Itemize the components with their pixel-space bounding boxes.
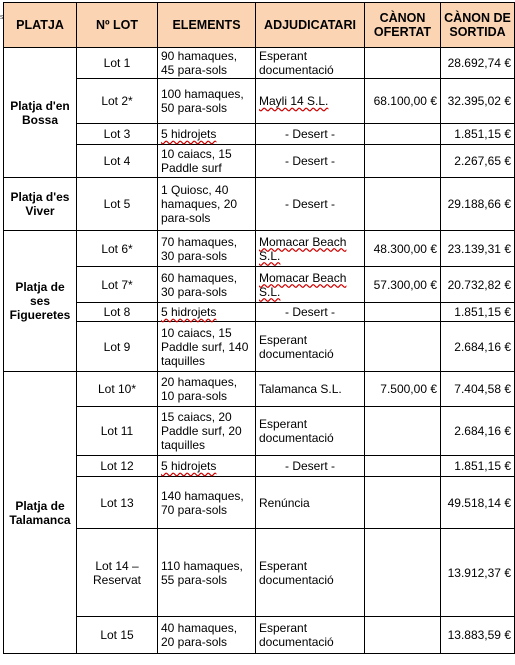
adjudicatari-cell: - Desert -	[256, 303, 365, 322]
header-row	[4, 3, 515, 48]
sortida-cell: 2.684,16 €	[441, 407, 515, 456]
sortida-cell: 23.139,31 €	[441, 231, 515, 267]
ofertat-cell	[365, 407, 441, 456]
adjudicatari-cell: Esperant documentació	[256, 48, 365, 79]
elements-cell	[158, 456, 256, 477]
adjudicatari-cell: Renúncia	[256, 477, 365, 529]
header-platja: PLATJA	[4, 3, 77, 48]
lot-cell: Lot 14 – Reservat	[77, 529, 158, 617]
sortida-cell: 20.732,82 €	[441, 267, 515, 303]
elements-cell: 140 hamaques, 70 para-sols	[158, 477, 256, 529]
adjudicatari-cell: - Desert -	[256, 178, 365, 231]
sortida-cell: 49.518,14 €	[441, 477, 515, 529]
ofertat-cell: 68.100,00 €	[365, 79, 441, 124]
adjudicatari-cell: - Desert -	[256, 456, 365, 477]
elements-cell: 100 hamaques, 50 para-sols	[158, 79, 256, 124]
elements-cell	[158, 303, 256, 322]
lot-cell: Lot 3	[77, 124, 158, 145]
lot-cell: Lot 12	[77, 456, 158, 477]
lot-cell: Lot 15	[77, 617, 158, 654]
lot-cell: Lot 11	[77, 407, 158, 456]
table-row	[4, 617, 515, 654]
table-row	[4, 407, 515, 456]
header-canon-sortida: CÀNON DE SORTIDA	[441, 3, 515, 48]
platja-cell: Platja d'es Viver	[4, 178, 77, 231]
lot-cell: Lot 13	[77, 477, 158, 529]
table-row	[4, 48, 515, 79]
lot-cell: Lot 2*	[77, 79, 158, 124]
elements-cell: 15 caiacs, 20 Paddle surf, 20 taquilles	[158, 407, 256, 456]
elements-text: 5 hidrojets	[161, 305, 217, 319]
table-row	[4, 231, 515, 267]
adjudicatari-cell: Esperant documentació	[256, 407, 365, 456]
sortida-cell: 32.395,02 €	[441, 79, 515, 124]
table-row	[4, 372, 515, 407]
header-lot: Nº LOT	[77, 3, 158, 48]
ofertat-cell	[365, 477, 441, 529]
header-canon-ofertat: CÀNON OFERTAT	[365, 3, 441, 48]
elements-cell: 10 caiacs, 15 Paddle surf	[158, 145, 256, 178]
lot-cell: Lot 8	[77, 303, 158, 322]
ofertat-cell: 7.500,00 €	[365, 372, 441, 407]
lot-cell: Lot 7*	[77, 267, 158, 303]
adjudicatari-cell	[256, 231, 365, 267]
ofertat-cell	[365, 529, 441, 617]
sortida-cell: 28.692,74 €	[441, 48, 515, 79]
ofertat-cell	[365, 178, 441, 231]
sortida-cell: 1.851,15 €	[441, 303, 515, 322]
adjudicatari-text: Mayli 14 S.L.	[259, 94, 329, 108]
elements-text: 5 hidrojets	[161, 459, 217, 473]
adjudicatari-text: Momacar Beach S.L.	[259, 234, 347, 263]
header-adjudicatari: ADJUDICATARI	[256, 3, 365, 48]
elements-cell: 20 hamaques, 10 para-sols	[158, 372, 256, 407]
elements-cell: 90 hamaques, 45 para-sols	[158, 48, 256, 79]
table-row	[4, 477, 515, 529]
elements-cell	[158, 124, 256, 145]
sortida-cell: 1.851,15 €	[441, 124, 515, 145]
adjudicatari-cell: - Desert -	[256, 124, 365, 145]
lot-cell: Lot 1	[77, 48, 158, 79]
table-row	[4, 456, 515, 477]
adjudicatari-cell: Esperant documentació	[256, 529, 365, 617]
table-row	[4, 124, 515, 145]
elements-text: 5 hidrojets	[161, 127, 217, 141]
lots-table	[3, 2, 515, 654]
ofertat-cell	[365, 456, 441, 477]
table-row	[4, 303, 515, 322]
ofertat-cell: 57.300,00 €	[365, 267, 441, 303]
sortida-cell: 29.188,66 €	[441, 178, 515, 231]
ofertat-cell	[365, 124, 441, 145]
header-elements: ELEMENTS	[158, 3, 256, 48]
ofertat-cell	[365, 303, 441, 322]
platja-cell: Platja d'en Bossa	[4, 48, 77, 178]
elements-cell: 1 Quiosc, 40 hamaques, 20 para-sols	[158, 178, 256, 231]
table-row	[4, 322, 515, 372]
side-mark: s	[0, 14, 4, 21]
sortida-cell: 13.912,37 €	[441, 529, 515, 617]
ofertat-cell	[365, 322, 441, 372]
sortida-cell: 2.267,65 €	[441, 145, 515, 178]
ofertat-cell: 48.300,00 €	[365, 231, 441, 267]
lot-cell: Lot 6*	[77, 231, 158, 267]
table-row	[4, 145, 515, 178]
table-row	[4, 529, 515, 617]
elements-cell: 60 hamaques, 30 para-sols	[158, 267, 256, 303]
ofertat-cell	[365, 145, 441, 178]
ofertat-cell	[365, 48, 441, 79]
adjudicatari-cell: - Desert -	[256, 145, 365, 178]
lot-cell: Lot 5	[77, 178, 158, 231]
lot-cell: Lot 9	[77, 322, 158, 372]
adjudicatari-cell: Esperant documentació	[256, 322, 365, 372]
lot-cell: Lot 10*	[77, 372, 158, 407]
sortida-cell: 13.883,59 €	[441, 617, 515, 654]
lot-cell: Lot 4	[77, 145, 158, 178]
sortida-cell: 7.404,58 €	[441, 372, 515, 407]
platja-cell: Platja de Talamanca	[4, 372, 77, 654]
adjudicatari-cell: Esperant documentació	[256, 617, 365, 654]
elements-cell: 110 hamaques, 55 para-sols	[158, 529, 256, 617]
adjudicatari-text: Momacar Beach S.L.	[259, 270, 347, 299]
ofertat-cell	[365, 617, 441, 654]
platja-cell: Platja de ses Figueretes	[4, 231, 77, 372]
table-row	[4, 79, 515, 124]
adjudicatari-cell: Talamanca S.L.	[256, 372, 365, 407]
adjudicatari-cell	[256, 267, 365, 303]
table-row	[4, 267, 515, 303]
adjudicatari-cell	[256, 79, 365, 124]
elements-cell: 70 hamaques, 30 para-sols	[158, 231, 256, 267]
table-row	[4, 178, 515, 231]
elements-cell: 10 caiacs, 15 Paddle surf, 140 taquilles	[158, 322, 256, 372]
sortida-cell: 2.684,16 €	[441, 322, 515, 372]
sortida-cell: 1.851,15 €	[441, 456, 515, 477]
elements-cell: 40 hamaques, 20 para-sols	[158, 617, 256, 654]
